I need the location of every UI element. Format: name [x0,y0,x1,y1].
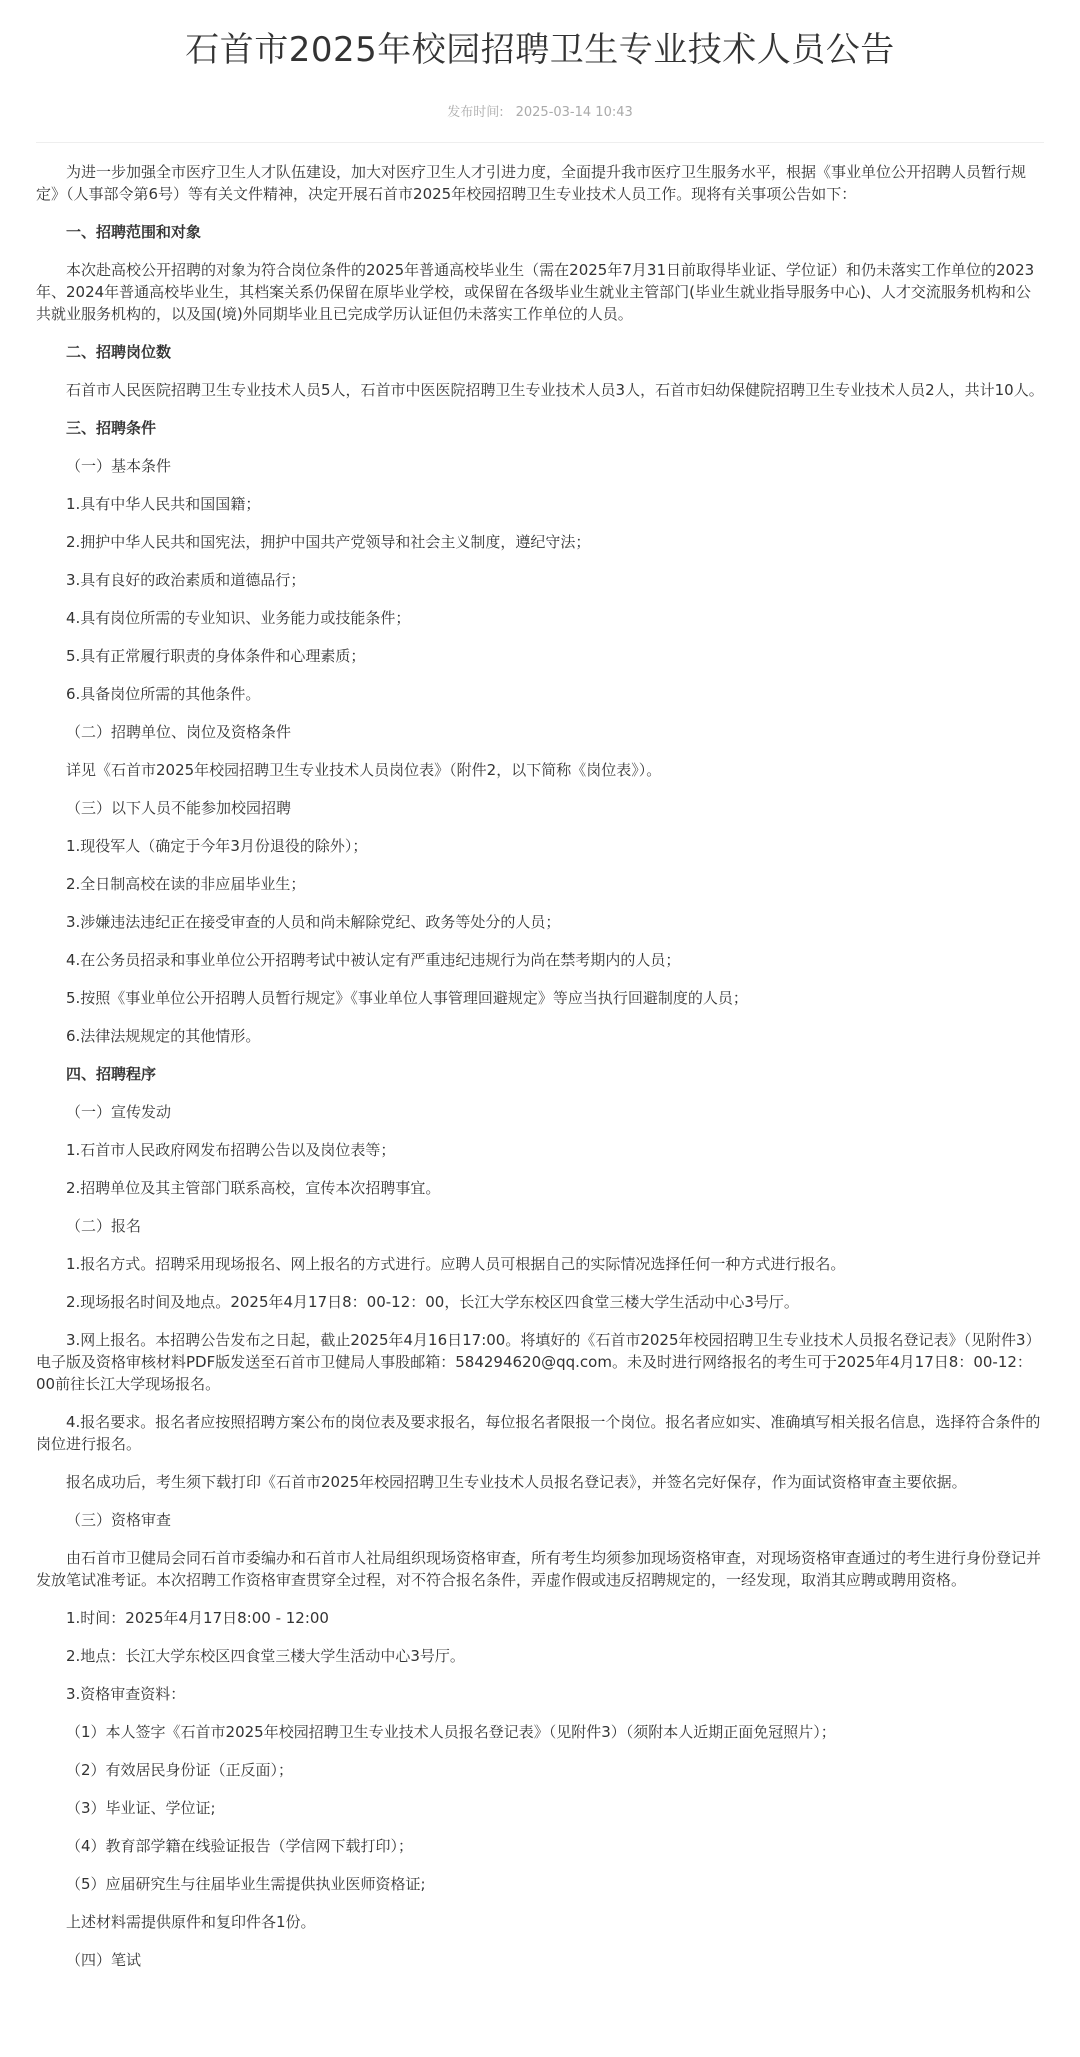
excluded-item: 6.法律法规规定的其他情形。 [66,1027,261,1045]
condition-item: 3.具有良好的政治素质和道德品行； [66,571,306,589]
material-item: （2）有效居民身份证（正反面）； [66,1761,294,1779]
publish-meta [36,104,1044,122]
section-heading-2: 二、招聘岗位数 [66,343,172,361]
section-heading-4: 四、招聘程序 [66,1065,157,1083]
subsection-basic-conditions: （一）基本条件 [66,457,172,475]
publish-label: 发布时间: [447,105,504,120]
materials-note: 上述材料需提供原件和复印件各1份。 [66,1913,316,1931]
material-item: （1）本人签字《石首市2025年校园招聘卫生专业技术人员报名登记表》（见附件3）（须附本人近期正面免冠照片）； [66,1723,836,1741]
publish-time: 2025-03-14 10:43 [515,105,633,120]
registration-onsite: 2.现场报名时间及地点。2025年4月17日8：00-12：00，长江大学东校区四食堂三楼大学生活动中心3号厅。 [66,1293,799,1311]
subsection-written-exam: （四）笔试 [66,1951,142,1969]
section-1-body: 本次赴高校公开招聘的对象为符合岗位条件的2025年普通高校毕业生（需在2025年7月31日前取得毕业证、学位证）和仍未落实工作单位的2023年、2024年普通高校毕业生，其档案关系仍保留在原毕业学校，或保留在各级毕业生就业主管部门(毕业生就业指导服务中心)、人才交流服务机构和公共就业服务机构的，以及国(境)外同期毕业且已完成学历认证但仍未落实工作单位的人员。 [36,261,1035,323]
review-materials-title: 3.资格审查资料： [66,1685,186,1703]
subsection-excluded-persons: （三）以下人员不能参加校园招聘 [66,799,292,817]
publicity-item: 1.石首市人民政府网发布招聘公告以及岗位表等； [66,1141,396,1159]
section-heading-1: 一、招聘范围和对象 [66,223,202,241]
section-heading-3: 三、招聘条件 [66,419,157,437]
condition-item: 5.具有正常履行职责的身体条件和心理素质； [66,647,366,665]
condition-item: 6.具备岗位所需的其他条件。 [66,685,261,703]
condition-item: 2.拥护中华人民共和国宪法，拥护中国共产党领导和社会主义制度，遵纪守法； [66,533,591,551]
excluded-item: 3.涉嫌违法违纪正在接受审查的人员和尚未解除党纪、政务等处分的人员； [66,913,561,931]
divider [36,142,1044,143]
excluded-item: 2.全日制高校在读的非应届毕业生； [66,875,306,893]
material-item: （3）毕业证、学位证; [66,1799,216,1817]
position-table-reference: 详见《石首市2025年校园招聘卫生专业技术人员岗位表》（附件2，以下简称《岗位表》）。 [66,761,662,779]
condition-item: 1.具有中华人民共和国国籍； [66,495,261,513]
registration-method: 1.报名方式。招聘采用现场报名、网上报名的方式进行。应聘人员可根据自己的实际情况选择任何一种方式进行报名。 [66,1255,846,1273]
condition-item: 4.具有岗位所需的专业知识、业务能力或技能条件； [66,609,411,627]
page-title: 石首市2025年校园招聘卫生专业技术人员公告 [185,30,895,70]
registration-online: 3.网上报名。本招聘公告发布之日起，截止2025年4月16日17:00。将填好的《石首市2025年校园招聘卫生专业技术人员报名登记表》（见附件3）电子版及资格审核材料PDF版发送至石首市卫健局人事股邮箱：584294620@qq.com。未及时进行网络报名的考生可于2025年4月17日8：00-12：00前往长江大学现场报名。 [36,1331,1041,1393]
article-content [36,161,1044,1971]
registration-requirements: 4.报名要求。报名者应按照招聘方案公布的岗位表及要求报名，每位报名者限报一个岗位。报名者应如实、准确填写相关报名信息，选择符合条件的岗位进行报名。 [36,1413,1041,1453]
subsection-publicity: （一）宣传发动 [66,1103,172,1121]
review-time: 1.时间：2025年4月17日8:00 - 12:00 [66,1609,329,1627]
publicity-item: 2.招聘单位及其主管部门联系高校，宣传本次招聘事宜。 [66,1179,441,1197]
subsection-units-positions: （二）招聘单位、岗位及资格条件 [66,723,292,741]
excluded-item: 1.现役军人（确定于今年3月份退役的除外）； [66,837,368,855]
subsection-registration: （二）报名 [66,1217,142,1235]
intro-paragraph: 为进一步加强全市医疗卫生人才队伍建设，加大对医疗卫生人才引进力度，全面提升我市医疗卫生服务水平，根据《事业单位公开招聘人员暂行规定》（人事部令第6号）等有关文件精神，决定开展石首市2025年校园招聘卫生专业技术人员工作。现将有关事项公告如下： [36,163,1027,203]
review-body: 由石首市卫健局会同石首市委编办和石首市人社局组织现场资格审查，所有考生均须参加现场资格审查，对现场资格审查通过的考生进行身份登记并发放笔试准考证。本次招聘工作资格审查贯穿全过程，对不符合报名条件，弄虚作假或违反招聘规定的，一经发现，取消其应聘或聘用资格。 [36,1549,1042,1589]
material-item: （5）应届研究生与往届毕业生需提供执业医师资格证; [66,1875,426,1893]
excluded-item: 4.在公务员招录和事业单位公开招聘考试中被认定有严重违纪违规行为尚在禁考期内的人员； [66,951,681,969]
section-2-body: 石首市人民医院招聘卫生专业技术人员5人，石首市中医医院招聘卫生专业技术人员3人，石首市妇幼保健院招聘卫生专业技术人员2人，共计10人。 [66,381,1044,399]
review-place: 2.地点：长江大学东校区四食堂三楼大学生活动中心3号厅。 [66,1647,465,1665]
material-item: （4）教育部学籍在线验证报告（学信网下载打印）； [66,1837,414,1855]
excluded-item: 5.按照《事业单位公开招聘人员暂行规定》《事业单位人事管理回避规定》等应当执行回避制度的人员； [66,989,748,1007]
subsection-qualification-review: （三）资格审查 [66,1511,172,1529]
registration-followup: 报名成功后，考生须下载打印《石首市2025年校园招聘卫生专业技术人员报名登记表》，并签名完好保存，作为面试资格审查主要依据。 [66,1473,967,1491]
